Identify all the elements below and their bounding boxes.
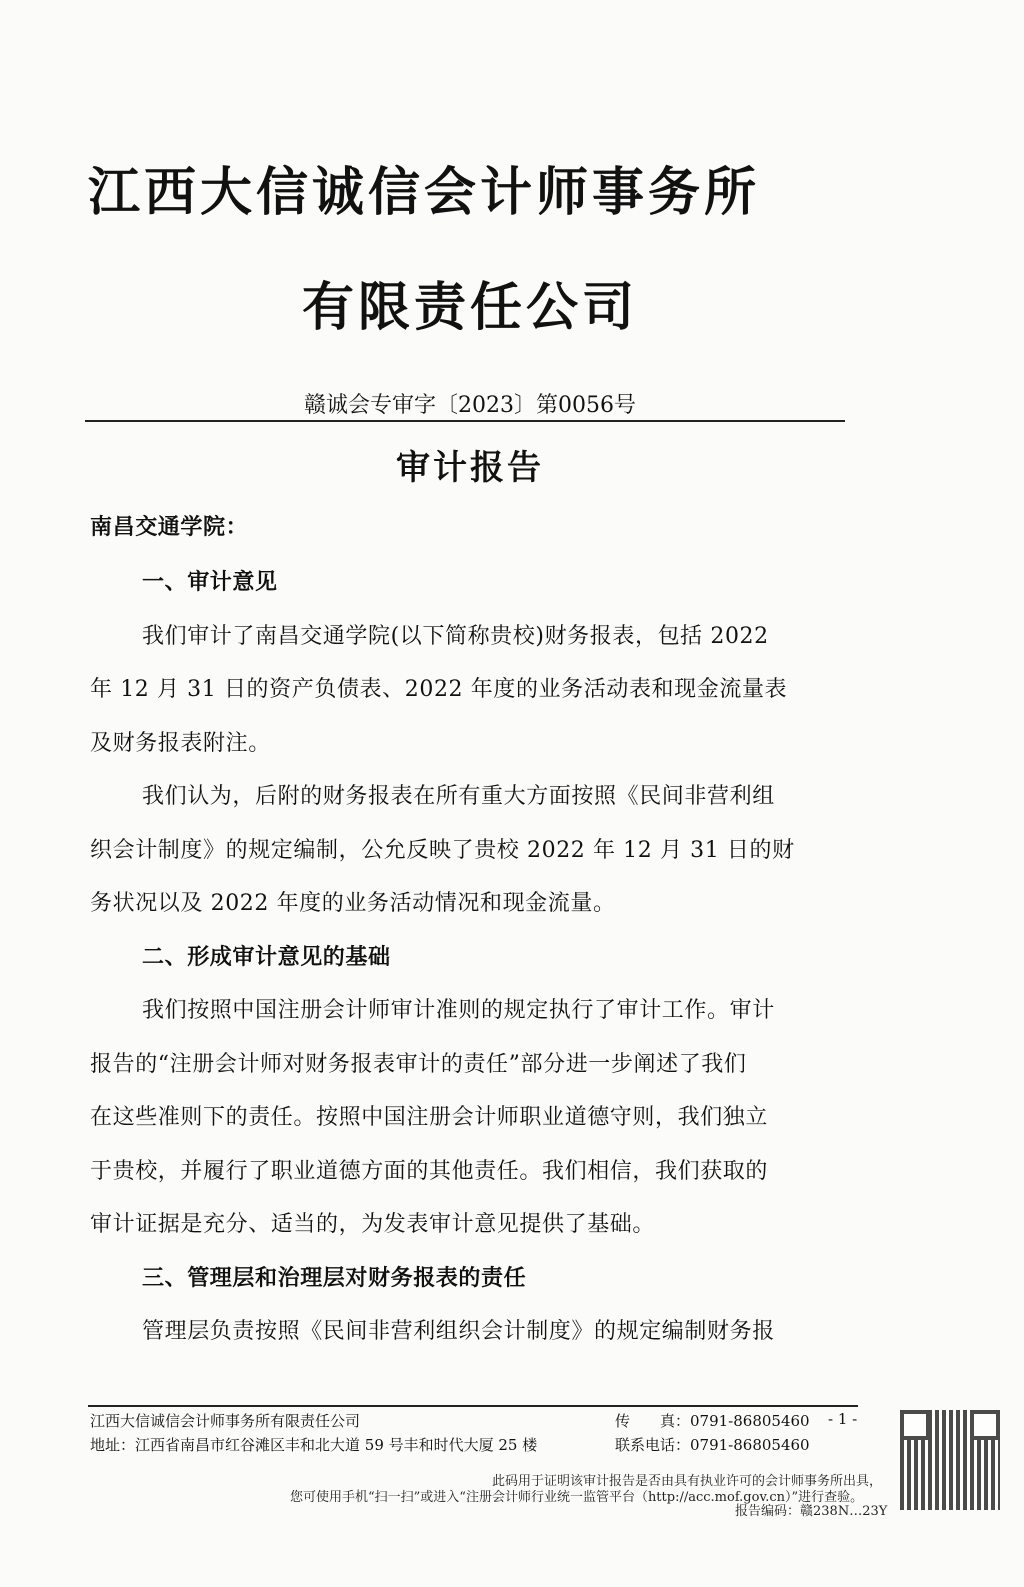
firm-title-line2: 有限责任公司 <box>301 278 638 338</box>
body-line: 管理层负责按照《民间非营利组织会计制度》的规定编制财务报 <box>142 1319 775 1344</box>
verify-note-line1: 此码用于证明该审计报告是否由具有执业许可的会计师事务所出具， <box>492 1474 883 1489</box>
report-code: 报告编码：赣238N…23Y <box>735 1504 888 1519</box>
divider <box>85 420 845 422</box>
footer-phone: 联系电话：0791-86805460 <box>615 1436 810 1454</box>
body-line: 织会计制度》的规定编制，公允反映了贵校 2022 年 12 月 31 日的财 <box>90 837 795 863</box>
addressee: 南昌交通学院： <box>90 515 249 540</box>
section-heading: 一、审计意见 <box>142 570 278 595</box>
qr-code-icon[interactable] <box>900 1410 1000 1510</box>
footer-fax: 传 真：0791-86805460 <box>615 1412 810 1430</box>
firm-title-line1: 江西大信诚信会计师事务所 <box>88 163 761 223</box>
verify-note-line2: 您可使用手机“扫一扫”或进入“注册会计师行业统一监管平台（http://acc.mof.gov.cn）”进行查验。 <box>290 1490 864 1505</box>
section-heading: 三、管理层和治理层对财务报表的责任 <box>142 1265 527 1291</box>
footer-address: 地址：江西省南昌市红谷滩区丰和北大道 59 号丰和时代大厦 25 楼 <box>90 1436 538 1454</box>
report-title: 审计报告 <box>396 448 544 488</box>
body-line: 我们按照中国注册会计师审计准则的规定执行了审计工作。审计 <box>142 998 775 1023</box>
document-number: 赣诚会专审字〔2023〕第0056号 <box>304 393 636 418</box>
body-line: 及财务报表附注。 <box>90 730 271 756</box>
body-line: 在这些准则下的责任。按照中国注册会计师职业道德守则，我们独立 <box>90 1105 769 1130</box>
body-line: 我们审计了南昌交通学院(以下简称贵校)财务报表，包括 2022 <box>142 623 769 649</box>
body-line: 于贵校，并履行了职业道德方面的其他责任。我们相信，我们获取的 <box>90 1158 769 1184</box>
body-line: 务状况以及 2022 年度的业务活动情况和现金流量。 <box>90 891 616 916</box>
body-line: 我们认为，后附的财务报表在所有重大方面按照《民间非营利组 <box>142 784 775 809</box>
footer-firm: 江西大信诚信会计师事务所有限责任公司 <box>90 1412 361 1430</box>
footer-divider <box>88 1405 858 1407</box>
page-number: - 1 - <box>828 1410 858 1428</box>
body-line: 年 12 月 31 日的资产负债表、2022 年度的业务活动表和现金流量表 <box>90 677 788 702</box>
body-line: 审计证据是充分、适当的，为发表审计意见提供了基础。 <box>90 1212 656 1237</box>
body-line: 报告的“注册会计师对财务报表审计的责任”部分进一步阐述了我们 <box>90 1051 747 1077</box>
section-heading: 二、形成审计意见的基础 <box>142 944 391 970</box>
